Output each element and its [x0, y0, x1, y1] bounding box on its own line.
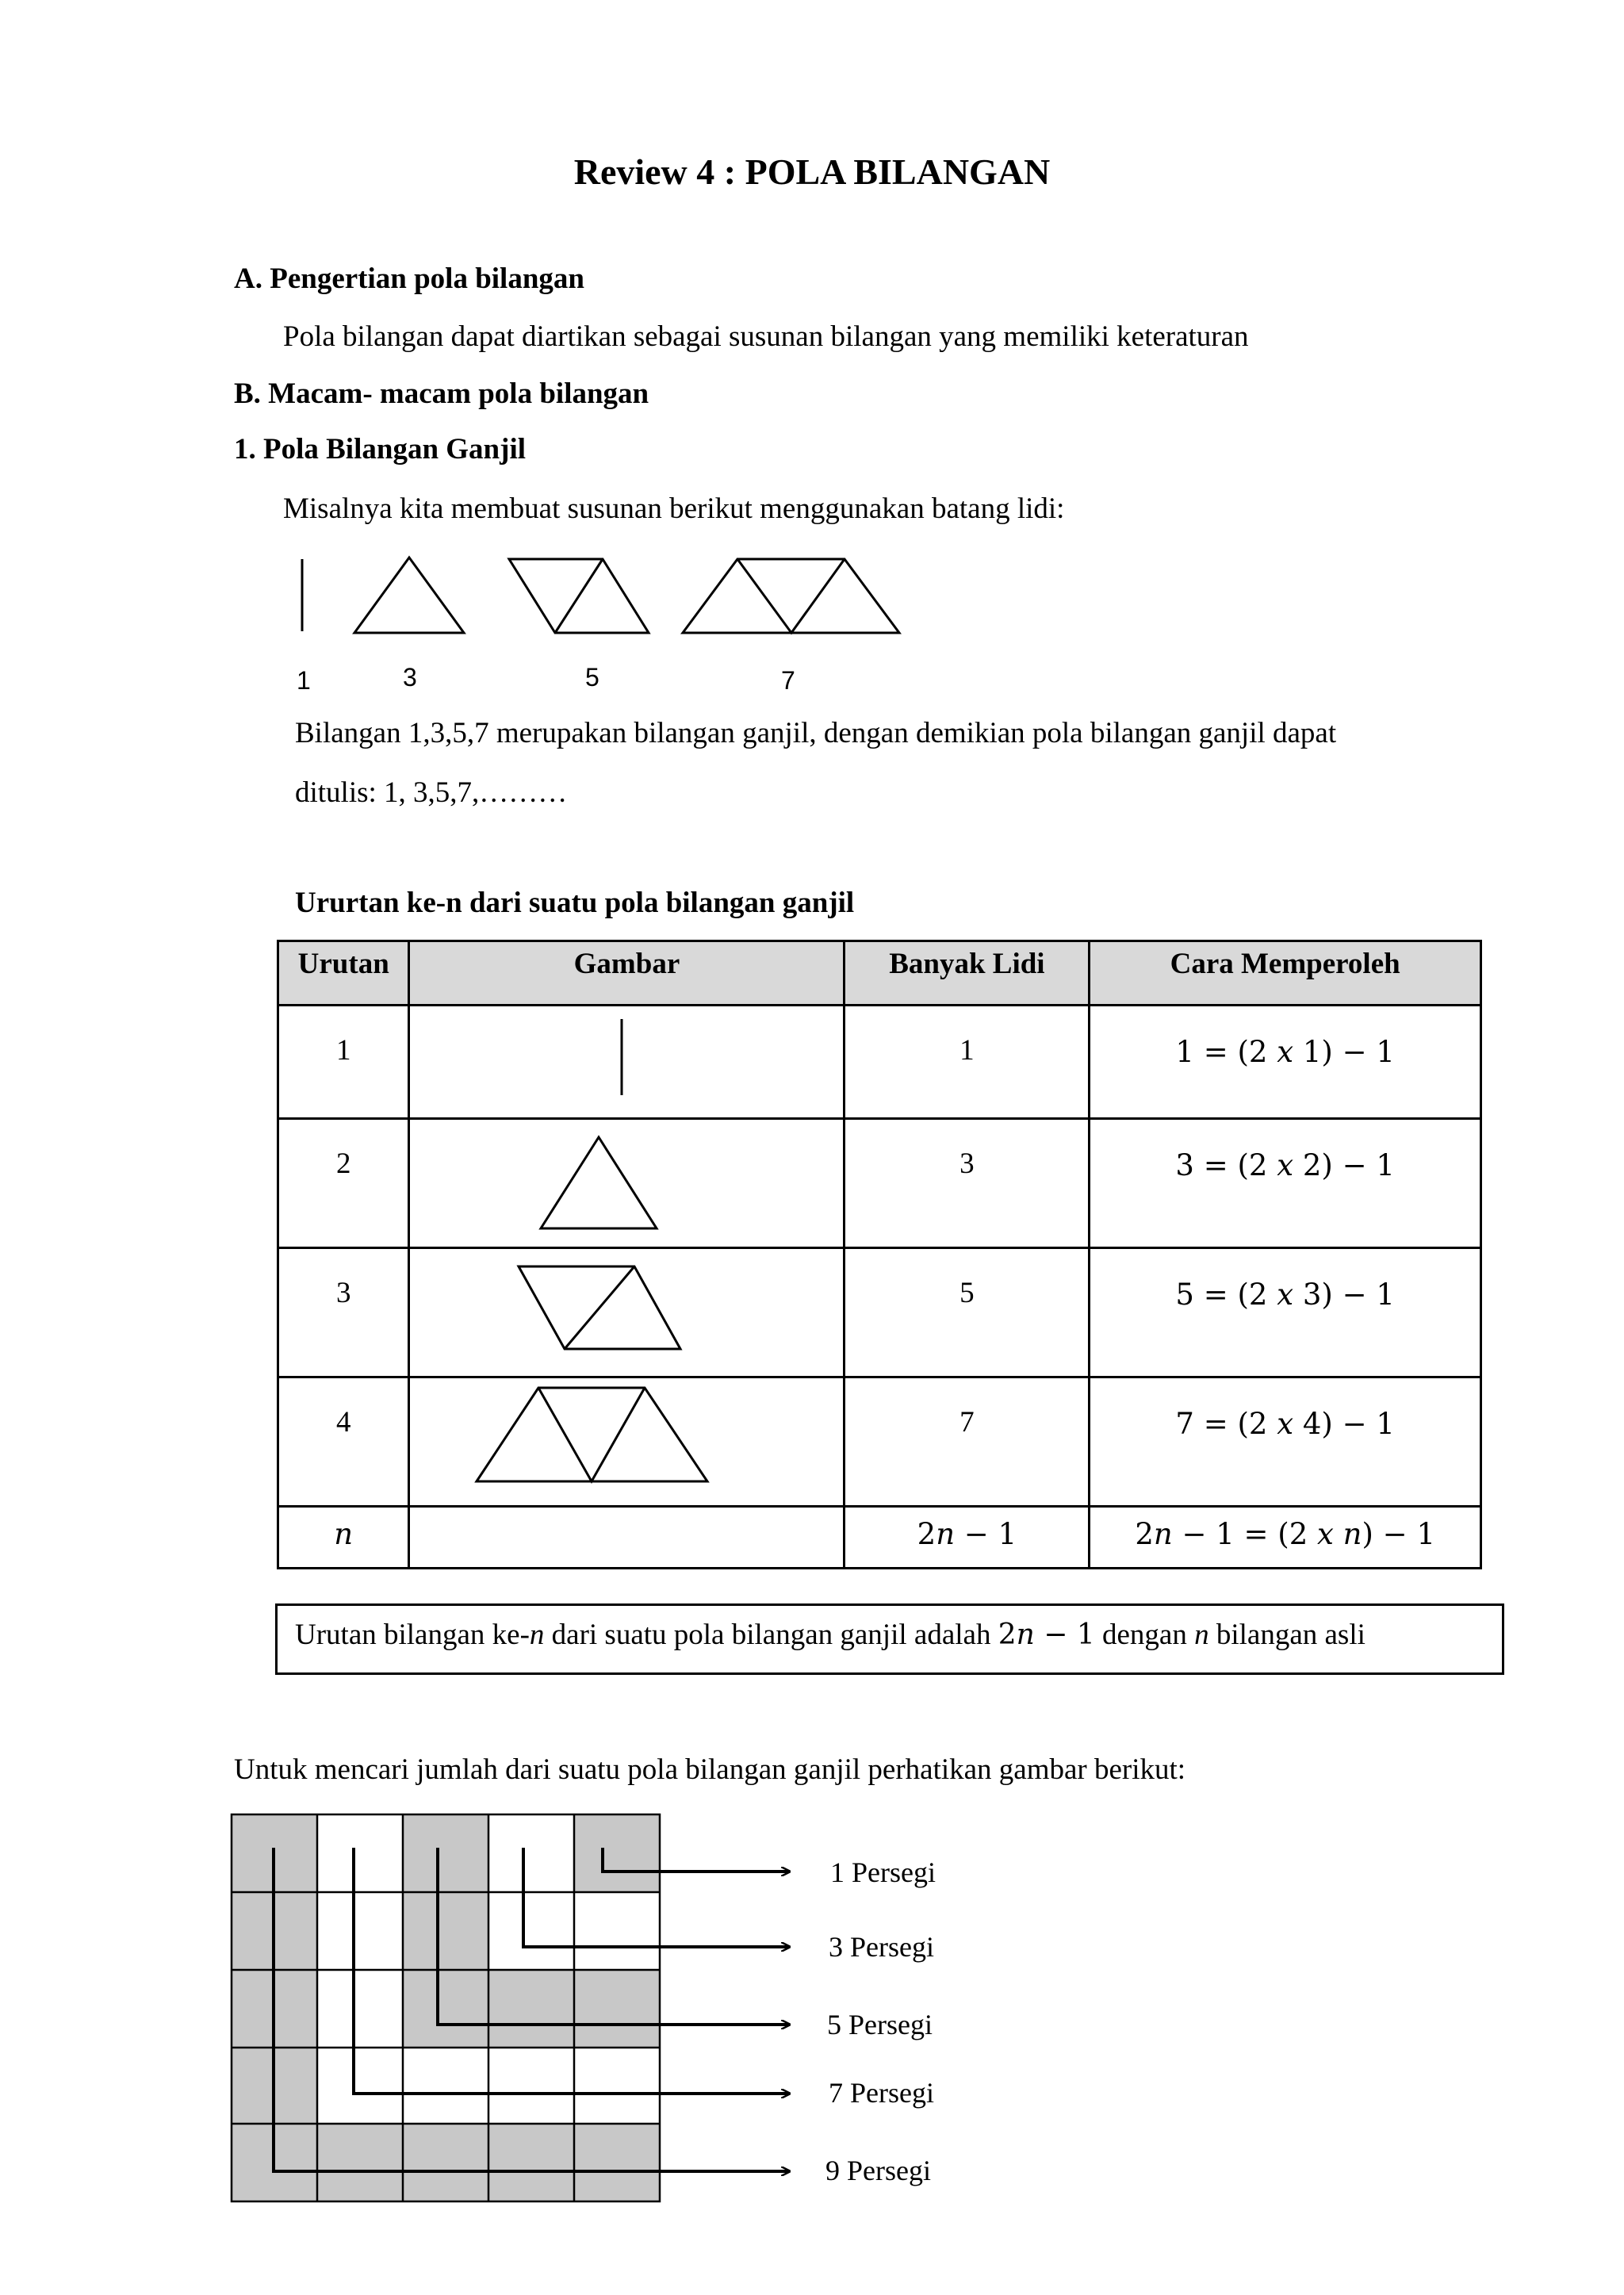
table-caption: Ururtan ke-n dari suatu pola bilangan ganjil	[295, 887, 855, 919]
figure-label-5: 5	[585, 663, 599, 692]
note-text-4: bilangan asli	[1208, 1619, 1365, 1651]
item-1-intro: Misalnya kita membuat susunan berikut menggunakan batang lidi:	[283, 492, 1065, 525]
cell-banyak-lidi: 1	[845, 1006, 1090, 1119]
cell-urutan: 1	[278, 1006, 409, 1119]
description-line-1: Bilangan 1,3,5,7 merupakan bilangan ganjil, dengan demikian pola bilangan ganjil dapat	[295, 717, 1337, 749]
section-a-heading: A. Pengertian pola bilangan	[234, 262, 584, 295]
cell-cara-memperoleh: 2𝑛 − 1 = (2 𝑥 𝑛) − 1	[1090, 1507, 1481, 1569]
description-line-2: ditulis: 1, 3,5,7,………	[295, 776, 568, 809]
note-n-2: n	[1194, 1619, 1209, 1651]
header-banyak-lidi: Banyak Lidi	[845, 941, 1090, 1006]
label-3-persegi: 3 Persegi	[829, 1931, 934, 1963]
cell-urutan: 4	[278, 1377, 409, 1507]
note-text-1: Urutan bilangan ke-	[295, 1619, 530, 1651]
note-text-2: dari suatu pola bilangan ganjil adalah	[544, 1619, 998, 1651]
cell-urutan: 3	[278, 1248, 409, 1377]
cell-banyak-lidi: 7	[845, 1377, 1090, 1507]
item-1-heading: 1. Pola Bilangan Ganjil	[234, 433, 527, 466]
cell-banyak-lidi: 3	[845, 1119, 1090, 1248]
cell-cara-memperoleh: 5 = (2 𝑥 3) − 1	[1090, 1248, 1481, 1377]
figure-label-3: 3	[403, 663, 417, 692]
label-5-persegi: 5 Persegi	[827, 2009, 933, 2040]
figure-label-1: 1	[297, 666, 311, 695]
cell-urutan: 𝑛	[278, 1507, 409, 1569]
label-7-persegi: 7 Persegi	[829, 2077, 934, 2109]
grid-fills	[232, 1814, 660, 2201]
sum-intro: Untuk mencari jumlah dari suatu pola bilangan ganjil perhatikan gambar berikut:	[234, 1753, 1186, 1786]
header-gambar: Gambar	[409, 941, 845, 1006]
page-title: Review 4 : POLA BILANGAN	[573, 151, 1051, 192]
label-9-persegi: 9 Persegi	[825, 2155, 931, 2186]
note-text-3: dengan	[1094, 1619, 1195, 1651]
cell-cara-memperoleh: 7 = (2 𝑥 4) − 1	[1090, 1377, 1481, 1507]
cell-cara-memperoleh: 3 = (2 𝑥 2) − 1	[1090, 1119, 1481, 1248]
figure-label-7: 7	[781, 666, 795, 695]
cell-banyak-lidi: 2𝑛 − 1	[845, 1507, 1090, 1569]
label-1-persegi: 1 Persegi	[830, 1856, 936, 1888]
cell-banyak-lidi: 5	[845, 1248, 1090, 1377]
note-formula: 2𝑛 − 1	[998, 1619, 1095, 1651]
section-b-heading: B. Macam- macam pola bilangan	[234, 377, 649, 410]
section-a-text: Pola bilangan dapat diartikan sebagai susunan bilangan yang memiliki keteraturan	[283, 320, 1249, 353]
note-n-1: n	[529, 1619, 545, 1651]
header-urutan: Urutan	[278, 941, 409, 1006]
header-cara-memperoleh: Cara Memperoleh	[1090, 941, 1481, 1006]
cell-urutan: 2	[278, 1119, 409, 1248]
cell-cara-memperoleh: 1 = (2 𝑥 1) − 1	[1090, 1006, 1481, 1119]
